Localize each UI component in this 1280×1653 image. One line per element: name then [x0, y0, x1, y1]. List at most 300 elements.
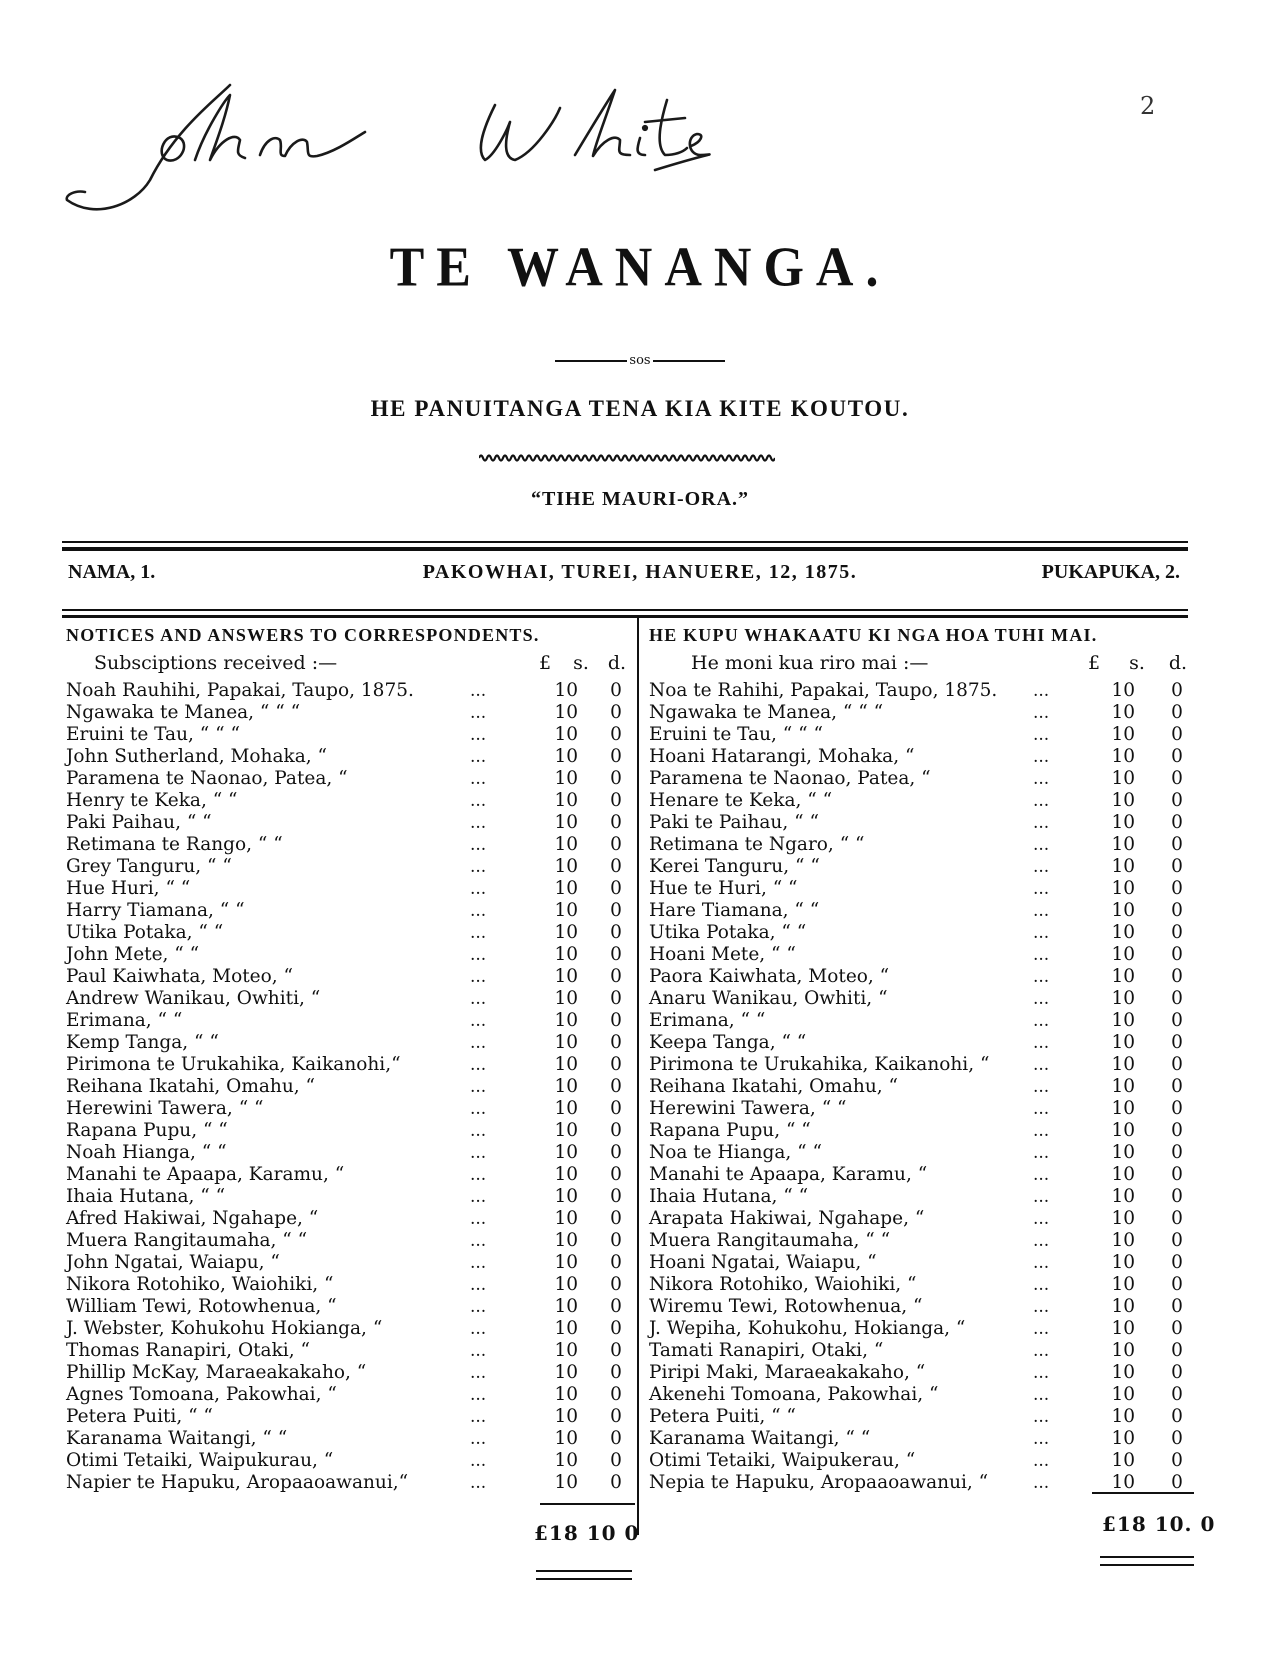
leader-dots: ... [1033, 1055, 1050, 1075]
subscriber-name: Henare te Keka, “ “ [649, 790, 833, 811]
shillings-value: 10 [1111, 1142, 1135, 1163]
leader-dots: ... [470, 1297, 487, 1317]
right-column [649, 620, 1194, 1494]
subscriber-name: Rapana Pupu, “ “ [649, 1120, 811, 1141]
leader-dots: ... [470, 1055, 487, 1075]
leader-dots: ... [1033, 1077, 1050, 1097]
subscriber-name: Reihana Ikatahi, Omahu, “ [66, 1076, 315, 1097]
ledger-row [66, 1472, 632, 1494]
pence-value: 0 [610, 1164, 622, 1185]
pence-value: 0 [610, 1054, 622, 1075]
ledger-row [649, 1296, 1194, 1318]
shillings-value: 10 [554, 878, 578, 899]
subscriber-name: Hare Tiamana, “ “ [649, 900, 820, 921]
subscriber-name: Paramena te Naonao, Patea, “ [649, 768, 931, 789]
ledger-row [649, 812, 1194, 834]
ledger-row [649, 1120, 1194, 1142]
shillings-value: 10 [554, 966, 578, 987]
subscriber-name: Petera Puiti, “ “ [649, 1406, 796, 1427]
pence-value: 0 [610, 1186, 622, 1207]
shillings-value: 10 [554, 702, 578, 723]
leader-dots: ... [1033, 1363, 1050, 1383]
shillings-value: 10 [1111, 1384, 1135, 1405]
right-sum-line [1092, 1492, 1194, 1494]
leader-dots: ... [470, 835, 487, 855]
page-number-mark: 2 [1140, 92, 1156, 120]
ledger-row [66, 1230, 632, 1252]
subscriber-name: Ihaia Hutana, “ “ [66, 1186, 226, 1207]
shillings-value: 10 [554, 1318, 578, 1339]
ledger-row [66, 1098, 632, 1120]
ledger-row [649, 1098, 1194, 1120]
leader-dots: ... [470, 1231, 487, 1251]
subscriber-name: Paramena te Naonao, Patea, “ [66, 768, 348, 789]
ledger-row [66, 1032, 632, 1054]
pence-value: 0 [610, 1384, 622, 1405]
pence-value: 0 [1171, 680, 1183, 701]
shillings-value: 10 [1111, 1208, 1135, 1229]
subscriber-name: John Sutherland, Mohaka, “ [66, 746, 327, 767]
subscriber-name: J. Webster, Kohukohu Hokianga, “ [66, 1318, 383, 1339]
shillings-value: 10 [554, 922, 578, 943]
ledger-row [649, 1252, 1194, 1274]
leader-dots: ... [470, 703, 487, 723]
pence-value: 0 [1171, 1428, 1183, 1449]
shillings-value: 10 [554, 856, 578, 877]
pence-value: 0 [1171, 1010, 1183, 1031]
leader-dots: ... [470, 1451, 487, 1471]
subscriber-name: Herewini Tawera, “ “ [66, 1098, 264, 1119]
shillings-header: s. [573, 652, 589, 674]
leader-dots: ... [1033, 879, 1050, 899]
subscriber-name: Keepa Tanga, “ “ [649, 1032, 807, 1053]
leader-dots: ... [1033, 1209, 1050, 1229]
ledger-row [66, 1054, 632, 1076]
shillings-value: 10 [1111, 988, 1135, 1009]
subscriber-name: Wiremu Tewi, Rotowhenua, “ [649, 1296, 923, 1317]
ledger-row [649, 1428, 1194, 1450]
ledger-row [66, 1252, 632, 1274]
leader-dots: ... [470, 1033, 487, 1053]
shillings-value: 10 [554, 1120, 578, 1141]
subscriber-name: Manahi te Apaapa, Karamu, “ [649, 1164, 928, 1185]
subscriber-name: Nikora Rotohiko, Waiohiki, “ [66, 1274, 334, 1295]
subscriber-name: Paora Kaiwhata, Moteo, “ [649, 966, 890, 987]
pence-value: 0 [1171, 1142, 1183, 1163]
subscriber-name: Noah Rauhihi, Papakai, Taupo, 1875. [66, 680, 414, 701]
ledger-row [649, 1384, 1194, 1406]
shillings-value: 10 [554, 1142, 578, 1163]
right-subhead: He moni kua riro mai :— [691, 652, 929, 674]
leader-dots: ... [1033, 1429, 1050, 1449]
sos-label: sos [629, 353, 651, 368]
subscriber-name: Hoani Hatarangi, Mohaka, “ [649, 746, 915, 767]
subscriber-name: Retimana te Rango, “ “ [66, 834, 283, 855]
ledger-row [66, 900, 632, 922]
ledger-row [66, 944, 632, 966]
subscriber-name: Eruini te Tau, “ “ “ [649, 724, 823, 745]
subscriber-name: Noah Hianga, “ “ [66, 1142, 227, 1163]
ledger-row [66, 1208, 632, 1230]
pence-value: 0 [1171, 724, 1183, 745]
leader-dots: ... [1033, 681, 1050, 701]
leader-dots: ... [470, 945, 487, 965]
pence-value: 0 [610, 1274, 622, 1295]
subscriber-name: Karanama Waitangi, “ “ [649, 1428, 871, 1449]
header-rule-thin [62, 541, 1188, 543]
ledger-row [66, 1450, 632, 1472]
left-sum-line [540, 1503, 635, 1505]
leader-dots: ... [470, 681, 487, 701]
ledger-row [649, 1406, 1194, 1428]
pence-value: 0 [610, 680, 622, 701]
subscriber-name: Anaru Wanikau, Owhiti, “ [649, 988, 888, 1009]
subscriber-name: Napier te Hapuku, Aropaaoawanui,“ [66, 1472, 409, 1493]
rule-right [653, 360, 725, 362]
pence-value: 0 [610, 1406, 622, 1427]
leader-dots: ... [470, 769, 487, 789]
shillings-value: 10 [1111, 768, 1135, 789]
ledger-row [649, 1054, 1194, 1076]
pence-value: 0 [1171, 1296, 1183, 1317]
shillings-value: 10 [554, 1010, 578, 1031]
subscriber-name: Hue Huri, “ “ [66, 878, 191, 899]
shillings-value: 10 [554, 768, 578, 789]
subscriber-name: Retimana te Ngaro, “ “ [649, 834, 865, 855]
leader-dots: ... [470, 989, 487, 1009]
pence-value: 0 [1171, 1384, 1183, 1405]
subscriber-name: Phillip McKay, Maraeakakaho, “ [66, 1362, 367, 1383]
pence-value: 0 [1171, 988, 1183, 1009]
pence-value: 0 [610, 1120, 622, 1141]
shillings-value: 10 [1111, 1428, 1135, 1449]
ledger-row [649, 768, 1194, 790]
leader-dots: ... [1033, 835, 1050, 855]
shillings-value: 10 [1111, 1406, 1135, 1427]
ledger-row [66, 1142, 632, 1164]
ledger-row [66, 1384, 632, 1406]
ledger-row [66, 1164, 632, 1186]
subscriber-name: Hoani Ngatai, Waiapu, “ [649, 1252, 877, 1273]
leader-dots: ... [470, 1011, 487, 1031]
ledger-row [649, 1164, 1194, 1186]
shillings-value: 10 [554, 724, 578, 745]
shillings-value: 10 [554, 790, 578, 811]
signature-image [55, 60, 715, 225]
subtitle: HE PANUITANGA TENA KIA KITE KOUTOU. [370, 396, 910, 421]
ledger-row [66, 1362, 632, 1384]
ledger-row [649, 1340, 1194, 1362]
shillings-value: 10 [1111, 746, 1135, 767]
pence-value: 0 [1171, 1318, 1183, 1339]
shillings-value: 10 [1111, 1230, 1135, 1251]
volume-number: PUKAPUKA, 2. [1041, 561, 1180, 583]
leader-dots: ... [470, 1165, 487, 1185]
leader-dots: ... [1033, 989, 1050, 1009]
ledger-row [649, 966, 1194, 988]
ledger-row [66, 1076, 632, 1098]
ledger-row [66, 1010, 632, 1032]
left-subhead: Subsciptions received :— [94, 652, 338, 674]
rule-left [555, 360, 627, 362]
issue-number: NAMA, 1. [68, 561, 156, 583]
ledger-row [649, 856, 1194, 878]
subscriber-name: Muera Rangitaumaha, “ “ [649, 1230, 891, 1251]
subscriber-name: Akenehi Tomoana, Pakowhai, “ [649, 1384, 939, 1405]
subscriber-name: Pirimona te Urukahika, Kaikanohi, “ [649, 1054, 990, 1075]
shillings-value: 10 [554, 1274, 578, 1295]
shillings-value: 10 [1111, 1164, 1135, 1185]
leader-dots: ... [1033, 923, 1050, 943]
pence-value: 0 [610, 1076, 622, 1097]
ledger-row [66, 680, 632, 702]
leader-dots: ... [1033, 967, 1050, 987]
pence-value: 0 [1171, 834, 1183, 855]
shillings-value: 10 [1111, 1362, 1135, 1383]
subscriber-name: Grey Tanguru, “ “ [66, 856, 232, 877]
shillings-value: 10 [554, 1362, 578, 1383]
shillings-value: 10 [1111, 680, 1135, 701]
subscriber-name: Otimi Tetaiki, Waipukurau, “ [66, 1450, 334, 1471]
left-total: £18 10 0 [534, 1521, 640, 1545]
leader-dots: ... [1033, 1011, 1050, 1031]
pence-value: 0 [1171, 1208, 1183, 1229]
ledger-row [649, 1142, 1194, 1164]
pence-value: 0 [610, 900, 622, 921]
left-column [66, 620, 632, 1494]
pence-value: 0 [610, 724, 622, 745]
leader-dots: ... [1033, 1231, 1050, 1251]
leader-dots: ... [470, 725, 487, 745]
leader-dots: ... [1033, 1451, 1050, 1471]
pence-value: 0 [610, 878, 622, 899]
subscriber-name: Henry te Keka, “ “ [66, 790, 238, 811]
shillings-value: 10 [554, 1054, 578, 1075]
subscriber-name: Agnes Tomoana, Pakowhai, “ [66, 1384, 337, 1405]
leader-dots: ... [470, 1407, 487, 1427]
shillings-value: 10 [554, 1098, 578, 1119]
pence-value: 0 [610, 1450, 622, 1471]
subscriber-name: Petera Puiti, “ “ [66, 1406, 213, 1427]
leader-dots: ... [1033, 1473, 1050, 1493]
pence-value: 0 [1171, 922, 1183, 943]
shillings-value: 10 [1111, 834, 1135, 855]
ledger-row [66, 768, 632, 790]
subscriber-name: Paul Kaiwhata, Moteo, “ [66, 966, 293, 987]
ledger-row [66, 1274, 632, 1296]
leader-dots: ... [470, 1473, 487, 1493]
shillings-value: 10 [1111, 1032, 1135, 1053]
shillings-value: 10 [554, 1076, 578, 1097]
leader-dots: ... [1033, 1407, 1050, 1427]
shillings-value: 10 [1111, 812, 1135, 833]
shillings-value: 10 [1111, 922, 1135, 943]
subscriber-name: Otimi Tetaiki, Waipukerau, “ [649, 1450, 916, 1471]
shillings-value: 10 [554, 680, 578, 701]
pence-value: 0 [1171, 1054, 1183, 1075]
right-column-title: HE KUPU WHAKAATU KI NGA HOA TUHI MAI. [649, 625, 1098, 645]
subscriber-name: Paki te Paihau, “ “ [649, 812, 819, 833]
ledger-row [649, 1362, 1194, 1384]
subscriber-name: Karanama Waitangi, “ “ [66, 1428, 288, 1449]
leader-dots: ... [1033, 813, 1050, 833]
ledger-row [649, 1076, 1194, 1098]
ledger-row [649, 1230, 1194, 1252]
ledger-row [649, 1274, 1194, 1296]
ledger-row [649, 1318, 1194, 1340]
subscriber-name: Utika Potaka, “ “ [66, 922, 224, 943]
leader-dots: ... [1033, 901, 1050, 921]
shillings-value: 10 [1111, 856, 1135, 877]
shillings-value: 10 [554, 1208, 578, 1229]
subscriber-name: Herewini Tawera, “ “ [649, 1098, 847, 1119]
left-column-title: NOTICES AND ANSWERS TO CORRESPONDENTS. [66, 625, 540, 645]
subscriber-name: Kerei Tanguru, “ “ [649, 856, 820, 877]
subscriber-name: Rapana Pupu, “ “ [66, 1120, 228, 1141]
shillings-value: 10 [554, 1428, 578, 1449]
pence-value: 0 [1171, 1362, 1183, 1383]
leader-dots: ... [1033, 791, 1050, 811]
leader-dots: ... [1033, 1275, 1050, 1295]
shillings-value: 10 [554, 988, 578, 1009]
pence-value: 0 [1171, 768, 1183, 789]
shillings-value: 10 [554, 1230, 578, 1251]
subscriber-name: Manahi te Apaapa, Karamu, “ [66, 1164, 345, 1185]
pence-value: 0 [610, 768, 622, 789]
ledger-row [649, 1472, 1194, 1494]
pence-value: 0 [610, 834, 622, 855]
pence-value: 0 [1171, 1164, 1183, 1185]
pence-value: 0 [610, 746, 622, 767]
leader-dots: ... [470, 1363, 487, 1383]
subscriber-name: Eruini te Tau, “ “ “ [66, 724, 240, 745]
ledger-row [649, 834, 1194, 856]
leader-dots: ... [470, 923, 487, 943]
ledger-row [649, 900, 1194, 922]
shillings-header: s. [1129, 652, 1145, 674]
shillings-value: 10 [554, 1472, 578, 1493]
shillings-value: 10 [554, 1186, 578, 1207]
shillings-value: 10 [1111, 1076, 1135, 1097]
shillings-value: 10 [1111, 1186, 1135, 1207]
motto: “TIHE MAURI-ORA.” [530, 488, 750, 510]
subscriber-name: Reihana Ikatahi, Omahu, “ [649, 1076, 898, 1097]
shillings-value: 10 [1111, 966, 1135, 987]
leader-dots: ... [1033, 1143, 1050, 1163]
pence-value: 0 [610, 1252, 622, 1273]
pence-value: 0 [610, 1230, 622, 1251]
ledger-row [649, 922, 1194, 944]
shillings-value: 10 [1111, 1054, 1135, 1075]
subscriber-name: Ngawaka te Manea, “ “ “ [649, 702, 884, 723]
subscriber-name: Nepia te Hapuku, Aropaaoawanui, “ [649, 1472, 989, 1493]
pence-value: 0 [610, 1208, 622, 1229]
subscriber-name: Erimana, “ “ [649, 1010, 766, 1031]
ledger-row [649, 944, 1194, 966]
ledger-row [66, 1296, 632, 1318]
header-rule-thick [62, 547, 1188, 551]
leader-dots: ... [470, 1143, 487, 1163]
leader-dots: ... [470, 1253, 487, 1273]
leader-dots: ... [470, 1319, 487, 1339]
wavy-divider [479, 452, 775, 464]
pence-header: d. [607, 652, 627, 674]
shillings-value: 10 [554, 1340, 578, 1361]
shillings-value: 10 [554, 1384, 578, 1405]
shillings-value: 10 [1111, 1296, 1135, 1317]
pence-value: 0 [1171, 1230, 1183, 1251]
shillings-value: 10 [1111, 702, 1135, 723]
leader-dots: ... [470, 879, 487, 899]
ledger-row [66, 1318, 632, 1340]
leader-dots: ... [470, 1275, 487, 1295]
pence-value: 0 [1171, 1186, 1183, 1207]
pence-value: 0 [610, 1362, 622, 1383]
shillings-value: 10 [554, 834, 578, 855]
section-rule-thick [62, 615, 1188, 618]
pence-value: 0 [610, 922, 622, 943]
subscriber-name: Muera Rangitaumaha, “ “ [66, 1230, 308, 1251]
pence-value: 0 [610, 944, 622, 965]
shillings-value: 10 [1111, 1318, 1135, 1339]
pence-value: 0 [1171, 966, 1183, 987]
shillings-value: 10 [554, 1252, 578, 1273]
leader-dots: ... [470, 1121, 487, 1141]
subscriber-name: Noa te Rahihi, Papakai, Taupo, 1875. [649, 680, 998, 701]
ledger-row [66, 812, 632, 834]
pence-value: 0 [610, 856, 622, 877]
pence-value: 0 [1171, 1274, 1183, 1295]
pence-value: 0 [610, 1098, 622, 1119]
subscriber-name: John Mete, “ “ [66, 944, 200, 965]
leader-dots: ... [1033, 769, 1050, 789]
pence-value: 0 [1171, 1406, 1183, 1427]
leader-dots: ... [470, 1341, 487, 1361]
ledger-row [649, 1010, 1194, 1032]
pence-value: 0 [610, 1428, 622, 1449]
pounds-header: £ [1087, 652, 1101, 674]
right-double-rule [1100, 1556, 1194, 1566]
ledger-row [66, 856, 632, 878]
right-total: £18 10. 0 [1102, 1512, 1216, 1536]
pence-value: 0 [1171, 1032, 1183, 1053]
leader-dots: ... [470, 1099, 487, 1119]
masthead-title: TE WANANGA. [389, 236, 891, 299]
subscriber-name: Thomas Ranapiri, Otaki, “ [66, 1340, 310, 1361]
subscriber-name: Erimana, “ “ [66, 1010, 183, 1031]
pence-value: 0 [610, 1340, 622, 1361]
ledger-row [66, 966, 632, 988]
ledger-row [649, 1450, 1194, 1472]
pence-value: 0 [610, 966, 622, 987]
leader-dots: ... [1033, 725, 1050, 745]
pence-value: 0 [1171, 1076, 1183, 1097]
ledger-row [66, 878, 632, 900]
ledger-row [66, 834, 632, 856]
pence-value: 0 [1171, 702, 1183, 723]
ledger-row [649, 724, 1194, 746]
leader-dots: ... [1033, 945, 1050, 965]
pence-value: 0 [1171, 812, 1183, 833]
leader-dots: ... [470, 1385, 487, 1405]
subscriber-name: Paki Paihau, “ “ [66, 812, 212, 833]
leader-dots: ... [1033, 1033, 1050, 1053]
leader-dots: ... [1033, 1319, 1050, 1339]
left-rows [66, 680, 632, 1494]
ledger-row [649, 988, 1194, 1010]
ledger-row [66, 922, 632, 944]
pence-value: 0 [1171, 900, 1183, 921]
